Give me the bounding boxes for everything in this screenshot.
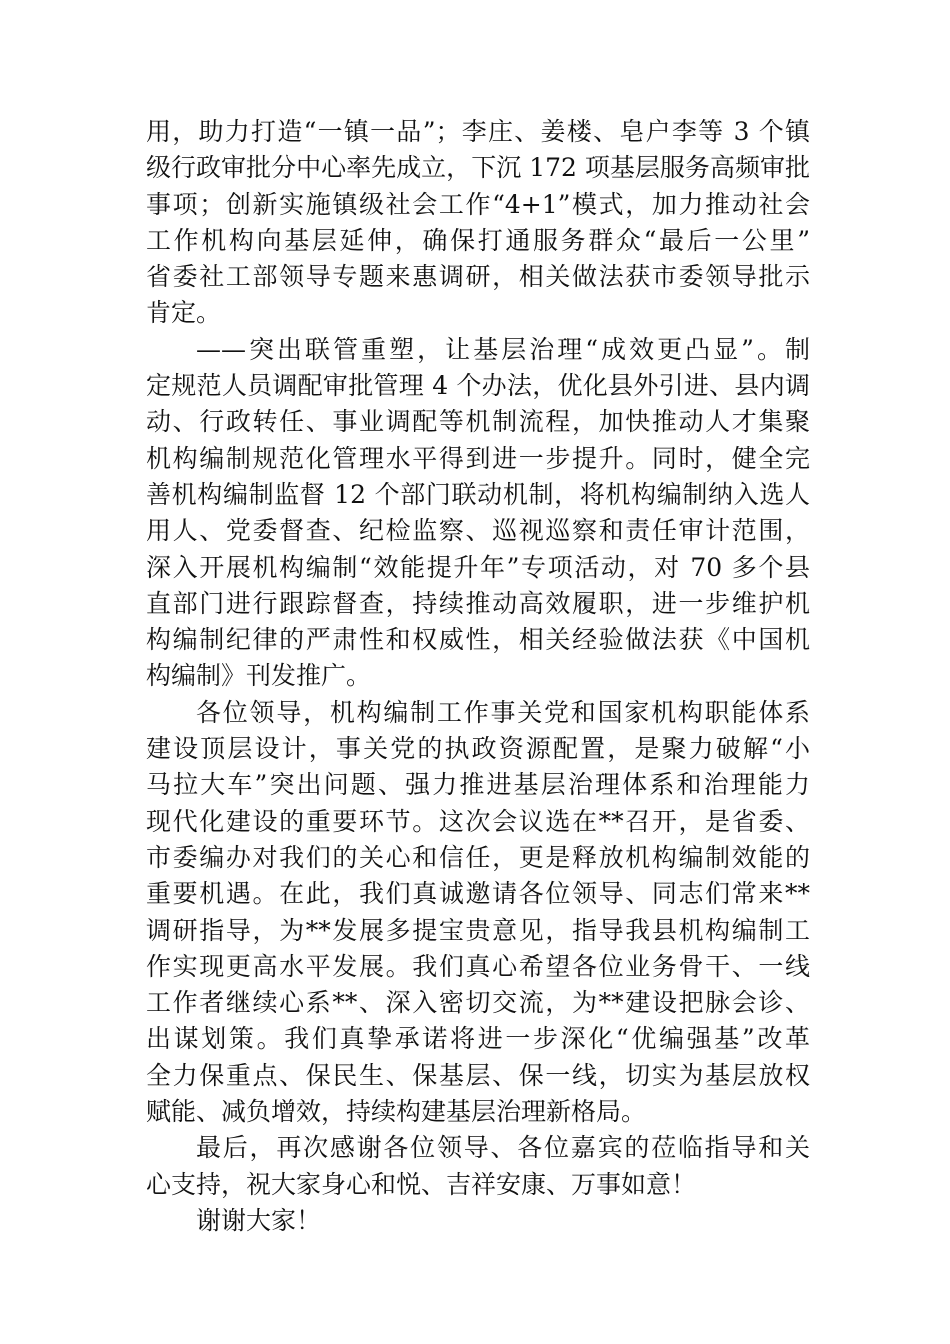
text-line: 建设顶层设计，事关党的执政资源配置，是聚力破解“小 — [146, 734, 810, 764]
text-line: 深入开展机构编制“效能提升年”专项活动，对 70 多个县 — [146, 552, 810, 582]
text-line: 级行政审批分中心率先成立，下沉 172 项基层服务高频审批 — [146, 153, 810, 183]
text-line: 全力保重点、保民生、保基层、保一线，切实为基层放权 — [146, 1060, 810, 1090]
document-body — [146, 114, 810, 1239]
text-line: 肯定。 — [146, 298, 222, 328]
text-line: 重要机遇。在此，我们真诚邀请各位领导、同志们常来** — [146, 879, 810, 909]
text-line: 马拉大车”突出问题、强力推进基层治理体系和治理能力 — [146, 770, 810, 800]
text-line: 直部门进行跟踪督查，持续推动高效履职，进一步维护机 — [146, 588, 810, 618]
text-line: 定规范人员调配审批管理 4 个办法，优化县外引进、县内调 — [146, 371, 810, 401]
text-line: 构编制》刊发推广。 — [146, 661, 372, 691]
text-line: 构编制纪律的严肃性和权威性，相关经验做法获《中国机 — [146, 625, 810, 655]
text-line: 用人、党委督查、纪检监察、巡视巡察和责任审计范围， — [146, 516, 810, 546]
text-line: 工作机构向基层延伸，确保打通服务群众“最后一公里” — [146, 225, 810, 255]
text-line: 工作者继续心系**、深入密切交流，为**建设把脉会诊、 — [146, 988, 810, 1018]
text-line: 最后，再次感谢各位领导、各位嘉宾的莅临指导和关 — [196, 1133, 810, 1163]
text-line: 省委社工部领导专题来惠调研，相关做法获市委领导批示 — [146, 262, 810, 292]
text-line: 市委编办对我们的关心和信任，更是释放机构编制效能的 — [146, 842, 810, 872]
text-line: 现代化建设的重要环节。这次会议选在**召开，是省委、 — [146, 806, 810, 836]
text-line: 动、行政转任、事业调配等机制流程，加快推动人才集聚 — [146, 407, 810, 437]
text-line: 机构编制规范化管理水平得到进一步提升。同时，健全完 — [146, 443, 810, 473]
text-line: 各位领导，机构编制工作事关党和国家机构职能体系 — [196, 697, 810, 727]
text-line: ——突出联管重塑，让基层治理“成效更凸显”。制 — [196, 334, 810, 364]
text-line: 心支持，祝大家身心和悦、吉祥安康、万事如意！ — [146, 1169, 697, 1199]
text-line: 用，助力打造“一镇一品”；李庄、姜楼、皂户李等 3 个镇 — [146, 117, 810, 146]
text-line: 出谋划策。我们真挚承诺将进一步深化“优编强基”改革 — [146, 1024, 810, 1054]
text-line: 善机构编制监督 12 个部门联动机制，将机构编制纳入选人 — [146, 479, 810, 509]
text-line: 谢谢大家！ — [196, 1205, 322, 1235]
text-line: 事项；创新实施镇级社会工作“4+1”模式，加力推动社会 — [146, 189, 810, 219]
text-line: 赋能、减负增效，持续构建基层治理新格局。 — [146, 1097, 647, 1127]
text-line: 作实现更高水平发展。我们真心希望各位业务骨干、一线 — [146, 951, 810, 981]
text-line: 调研指导，为**发展多提宝贵意见，指导我县机构编制工 — [146, 915, 810, 945]
